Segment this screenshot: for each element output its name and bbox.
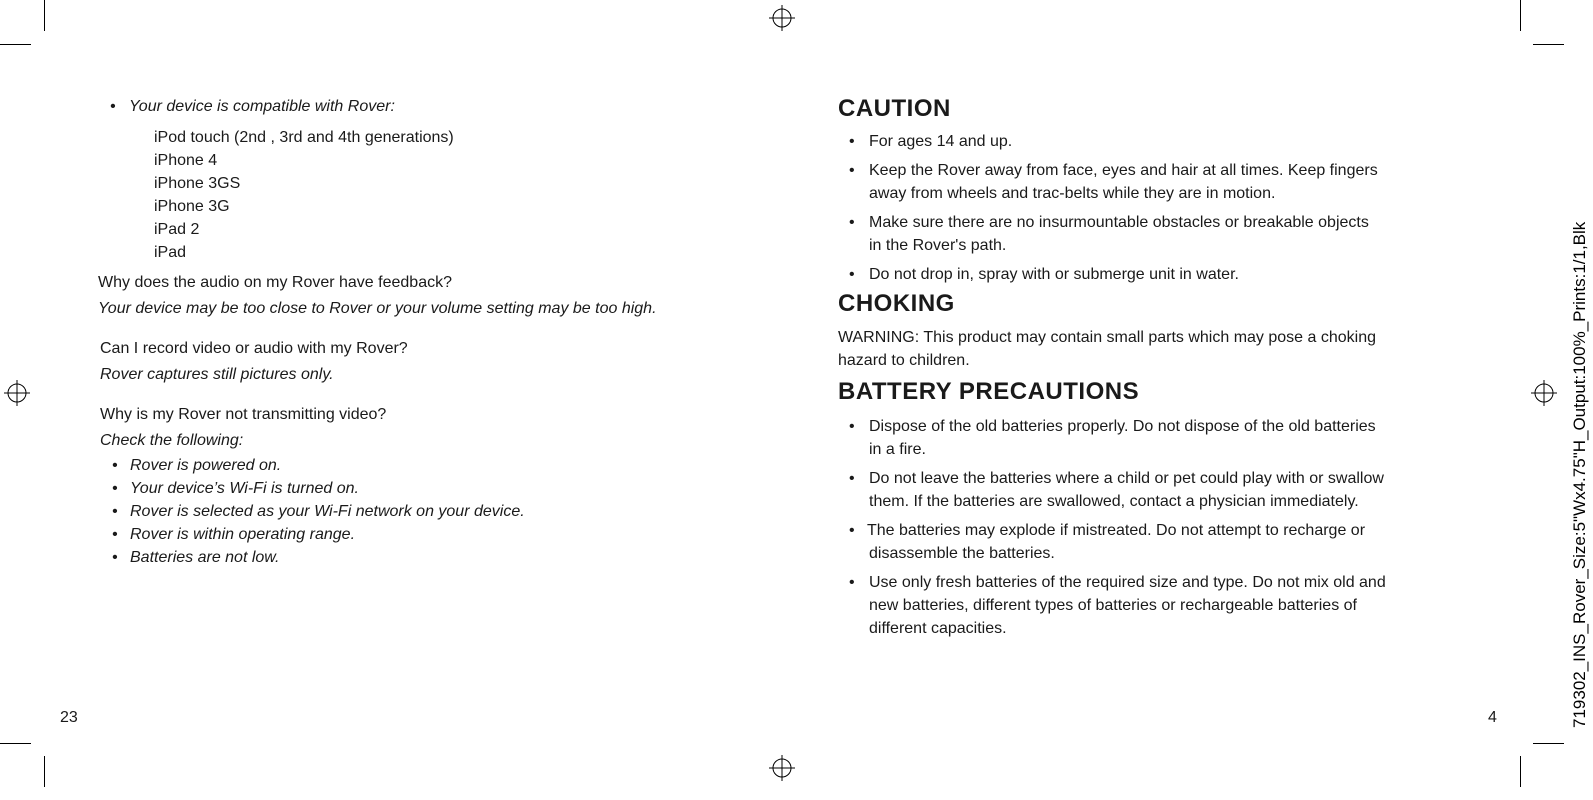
crop-mark-top-right-h bbox=[1533, 44, 1564, 45]
bullet-icon: • bbox=[849, 470, 855, 487]
caution-item: • Keep the Rover away from face, eyes and hair at all times. Keep fingers away from wheels and trac-belts while they are in motion. bbox=[849, 159, 1378, 205]
bullet-icon: • bbox=[849, 133, 855, 150]
crop-mark-top-left-h bbox=[0, 44, 31, 45]
battery-list bbox=[849, 415, 1386, 640]
bullet-icon: • bbox=[849, 522, 855, 539]
crop-mark-bottom-right-v bbox=[1520, 756, 1521, 787]
faq-answer: Your device may be too close to Rover or your volume setting may be too high. bbox=[98, 300, 657, 317]
caution-heading: CAUTION bbox=[838, 95, 951, 122]
checklist-item: • Rover is within operating range. bbox=[112, 523, 525, 546]
caution-item: • Do not drop in, spray with or submerge unit in water. bbox=[849, 263, 1378, 286]
crop-mark-top-right-v bbox=[1520, 0, 1521, 31]
battery-item: • Use only fresh batteries of the required size and type. Do not mix old and new batteries, different types of batteries or rechargeable batteries of different capacities. bbox=[849, 571, 1386, 640]
battery-item: • The batteries may explode if mistreated. Do not attempt to recharge or disassemble the batteries. bbox=[849, 519, 1386, 565]
registration-mark-left-icon bbox=[4, 380, 30, 406]
page-number-left: 23 bbox=[60, 709, 78, 726]
choking-warning bbox=[838, 326, 1376, 372]
bullet-icon: • bbox=[112, 503, 118, 520]
caution-item: • Make sure there are no insurmountable obstacles or breakable objects in the Rover's path. bbox=[849, 211, 1378, 257]
registration-mark-right-icon bbox=[1531, 380, 1557, 406]
battery-heading: BATTERY PRECAUTIONS bbox=[838, 378, 1140, 405]
faq-answer: Check the following: bbox=[100, 432, 244, 449]
faq-answer: Rover captures still pictures only. bbox=[100, 366, 334, 383]
bullet-icon: • bbox=[849, 574, 855, 591]
checklist-item: • Rover is selected as your Wi-Fi network on your device. bbox=[112, 500, 525, 523]
compat-bullet bbox=[110, 95, 395, 118]
faq-question: Why is my Rover not transmitting video? bbox=[100, 406, 387, 423]
compat-bullet-text: Your device is compatible with Rover: bbox=[129, 98, 395, 115]
bullet-icon: • bbox=[112, 526, 118, 543]
warning-label: WARNING: bbox=[838, 329, 920, 346]
device-item: iPhone 4 bbox=[154, 152, 218, 169]
crop-mark-bottom-left-v bbox=[44, 756, 45, 787]
registration-mark-bottom-icon bbox=[769, 755, 795, 781]
bullet-icon: • bbox=[849, 266, 855, 283]
device-item: iPod touch (2nd , 3rd and 4th generations) bbox=[154, 129, 454, 146]
choking-warning-line: hazard to children. bbox=[838, 352, 970, 369]
caution-list bbox=[849, 130, 1378, 286]
checklist-item: • Rover is powered on. bbox=[112, 454, 525, 477]
bullet-icon: • bbox=[849, 162, 855, 179]
device-item: iPad bbox=[154, 244, 187, 261]
bullet-icon: • bbox=[112, 457, 118, 474]
faq-question: Can I record video or audio with my Rover? bbox=[100, 340, 408, 357]
printer-slug: 719302_INS_Rover_Size:5"Wx4.75"H_Output:100%_Prints:1/1,Blk bbox=[1570, 221, 1589, 728]
bullet-icon: • bbox=[849, 214, 855, 231]
device-item: iPhone 3GS bbox=[154, 175, 241, 192]
battery-item: • Dispose of the old batteries properly. Do not dispose of the old batteries in a fire. bbox=[849, 415, 1386, 461]
bullet-icon: • bbox=[112, 480, 118, 497]
choking-heading: CHOKING bbox=[838, 290, 955, 317]
faq-question: Why does the audio on my Rover have feedback? bbox=[98, 274, 452, 291]
crop-mark-top-left-v bbox=[44, 0, 45, 31]
bullet-icon: • bbox=[110, 98, 116, 115]
checklist-item: • Batteries are not low. bbox=[112, 546, 525, 569]
checklist-item: • Your device’s Wi-Fi is turned on. bbox=[112, 477, 525, 500]
choking-warning-line: WARNING: This product may contain small parts which may pose a choking bbox=[838, 329, 1376, 346]
device-item: iPhone 3G bbox=[154, 198, 230, 215]
device-list bbox=[154, 126, 454, 264]
page-number-right: 4 bbox=[1488, 709, 1497, 726]
battery-item: • Do not leave the batteries where a child or pet could play with or swallow them. If the batteries are swallowed, contact a physician immediately. bbox=[849, 467, 1386, 513]
caution-item: • For ages 14 and up. bbox=[849, 130, 1378, 153]
registration-mark-top-icon bbox=[769, 5, 795, 31]
checklist bbox=[112, 454, 525, 569]
crop-mark-bottom-left-h bbox=[0, 743, 31, 744]
bullet-icon: • bbox=[849, 418, 855, 435]
device-item: iPad 2 bbox=[154, 221, 200, 238]
bullet-icon: • bbox=[112, 549, 118, 566]
crop-mark-bottom-right-h bbox=[1533, 743, 1564, 744]
